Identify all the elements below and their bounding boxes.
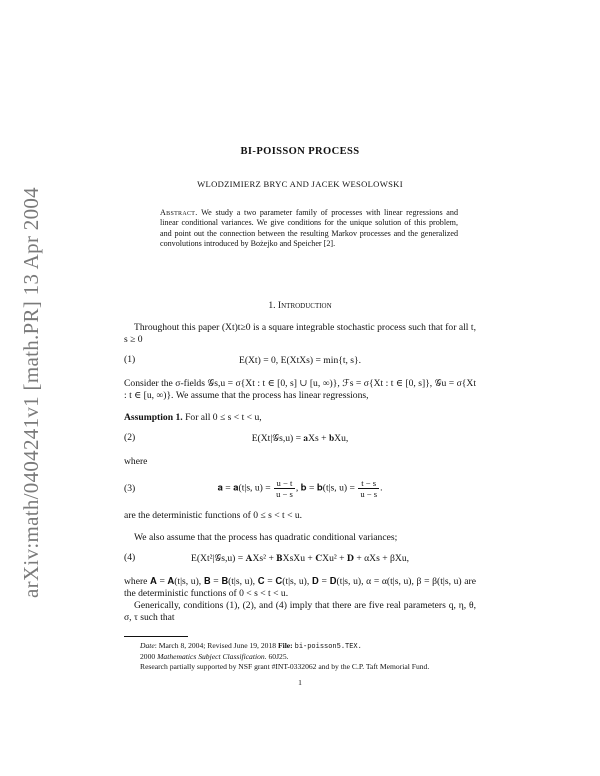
footnote-file-label: File:	[277, 640, 293, 650]
fraction-b	[358, 478, 379, 499]
equation-number: (1)	[124, 353, 136, 365]
abstract-text: We study a two parameter family of processes with linear regressions and linear conditional variances. We give conditions for the unique solution of this problem, and point out the connection between the resulting Markov processes and the generalized convolutions introduced by Bożejko and Speicher [2].	[160, 208, 458, 249]
equation-body	[217, 478, 382, 499]
fraction-denominator: u − s	[360, 489, 378, 500]
paper-authors: WLODZIMIERZ BRYC AND JACEK WESOLOWSKI	[197, 179, 403, 189]
equation-2	[124, 432, 476, 446]
paragraph-generically: Generically, conditions (1), (2), and (4) imply that there are five real parameters q, η, θ, σ, τ such that	[124, 599, 476, 623]
equation-number: (4)	[124, 551, 136, 563]
footnote-date-text: : March 8, 2004; Revised June 19, 2018	[154, 640, 277, 650]
footnotes	[124, 641, 476, 672]
equation-3	[124, 476, 476, 502]
paragraph-deterministic: are the deterministic functions of 0 ≤ s < t < u.	[124, 509, 303, 521]
page-number: 1	[298, 678, 302, 688]
paragraph-where: where	[124, 455, 148, 467]
abstract-label: Abstract.	[160, 208, 198, 217]
footnote-date	[124, 641, 476, 653]
equation-body: E(Xt²|𝒢s,u) = 𝐀Xs² + 𝐁XsXu + 𝐂Xu² + 𝐃 + αXs + βXu,	[190, 552, 410, 564]
equation-body: E(Xt|𝒢s,u) = 𝐚Xs + 𝐛Xu,	[251, 432, 349, 444]
paragraph-sigma-fields: Consider the σ-fields 𝒢s,u = σ{Xt : t ∈ [0, s] ∪ [u, ∞)}, ℱs = σ{Xt : t ∈ [0, s]}, 𝒢u = σ{Xt : t ∈ [u, ∞)}. We assume that the process has linear regressions,	[124, 377, 476, 401]
footnote-msc	[124, 652, 476, 662]
fraction-numerator: t − s	[358, 478, 379, 489]
assumption	[124, 412, 476, 424]
equation-tail: .	[380, 482, 383, 494]
equation-4	[124, 552, 476, 566]
footnote-msc-label: Mathematics Subject Classification.	[157, 652, 267, 662]
footnote-grant: Research partially supported by NSF grant #INT-0332062 and by the C.P. Taft Memorial Fund.	[140, 661, 430, 671]
footnote-rule	[124, 636, 188, 637]
equation-a-lhs: 𝐚 = 𝐚(t|s, u) =	[217, 482, 271, 494]
fraction-denominator: u − s	[276, 489, 293, 500]
equation-1	[124, 354, 476, 368]
section-heading	[124, 300, 476, 312]
equation-b-lhs: , 𝐛 = 𝐛(t|s, u) =	[295, 482, 355, 494]
fraction-numerator: u − t	[274, 478, 295, 489]
paper-title: BI-POISSON PROCESS	[240, 146, 360, 157]
equation-number: (2)	[124, 431, 136, 443]
footnote-msc-year: 2000	[140, 652, 156, 662]
section-title: Introduction	[277, 299, 332, 311]
equation-body: E(Xt) = 0, E(XtXs) = min{t, s}.	[238, 354, 362, 366]
abstract	[160, 208, 458, 250]
assumption-label: Assumption 1.	[124, 411, 183, 423]
paragraph-intro: Throughout this paper (Xt)t≥0 is a square integrable stochastic process such that for all t, s ≥ 0	[124, 321, 476, 345]
paragraph-quadratic: We also assume that the process has quadratic conditional variances;	[134, 531, 398, 543]
arxiv-stamp-text: arXiv:math/0404241v1 [math.PR] 13 Apr 2004	[19, 187, 43, 598]
equation-number: (3)	[124, 482, 136, 494]
assumption-text: For all 0 ≤ s < t < u,	[185, 411, 262, 423]
paragraph-coefficients: where 𝐀 = 𝐀(t|s, u), 𝐁 = 𝐁(t|s, u), 𝐂 = 𝐂(t|s, u), 𝐃 = 𝐃(t|s, u), α = α(t|s, u), β = β(t|s, u) are the deterministic functions of 0 < s < t < u.	[124, 575, 476, 599]
paper-page	[124, 146, 476, 689]
footnote-date-label: Date	[140, 640, 155, 650]
footnote-file-name: bi-poisson5.TEX.	[294, 642, 362, 651]
arxiv-stamp	[4, 150, 56, 600]
section-number: 1.	[268, 299, 276, 311]
fraction-a	[274, 478, 295, 499]
footnote-msc-code: 60J25.	[268, 652, 289, 662]
